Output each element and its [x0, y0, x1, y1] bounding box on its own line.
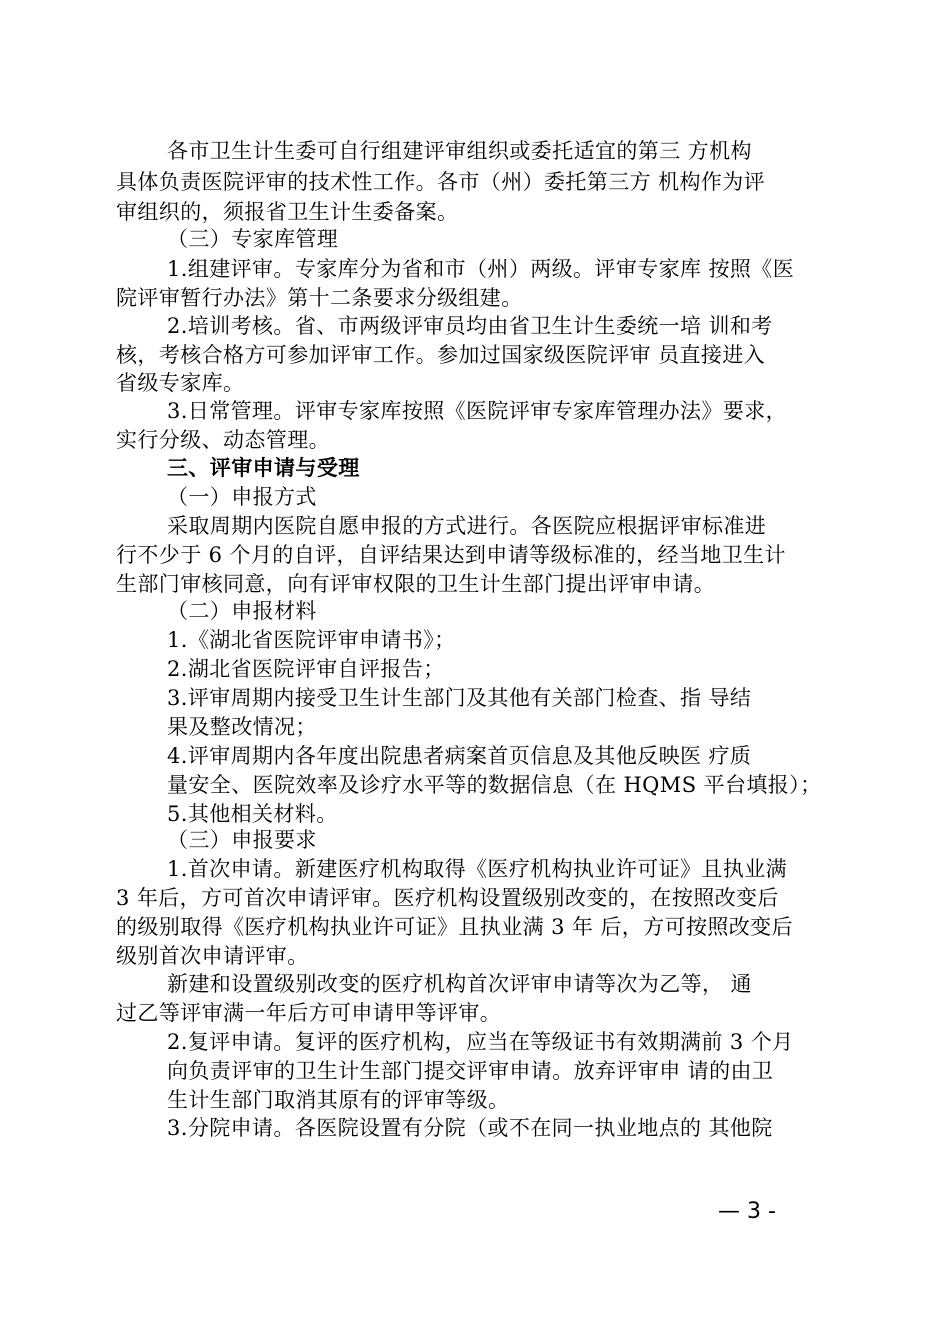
paragraph-line: 新建和设置级别改变的医疗机构首次评审申请等次为乙等， 通 — [167, 972, 752, 996]
section-subheading: （三）申报要求 — [167, 828, 317, 852]
list-item: 1.《湖北省医院评审申请书》； — [167, 628, 456, 652]
paragraph-line: 1.组建评审。专家库分为省和市（州）两级。评审专家库 按照《医 — [167, 257, 795, 281]
paragraph-line: 向负责评审的卫生计生部门提交评审申请。放弃评审申 请的由卫 — [167, 1059, 774, 1083]
section-subheading: （一）申报方式 — [167, 485, 317, 509]
paragraph-line: 核，考核合格方可参加评审工作。参加过国家级医院评审 员直接进入 — [116, 343, 766, 367]
paragraph-line: 1.首次申请。新建医疗机构取得《医疗机构执业许可证》且执业满 — [167, 857, 788, 881]
list-item: 果及整改情况； — [167, 715, 317, 739]
list-item: 4.评审周期内各年度出院患者病案首页信息及其他反映医 疗质 — [167, 744, 752, 768]
paragraph-line: 3.日常管理。评审专家库按照《医院评审专家库管理办法》要求， — [167, 399, 788, 423]
paragraph-line: 的级别取得《医疗机构执业许可证》且执业满 3 年 后，方可按照改变后 — [116, 915, 793, 939]
paragraph-line: 实行分级、动态管理。 — [116, 428, 330, 452]
paragraph-line: 2.复评申请。复评的医疗机构，应当在等级证书有效期满前 3 个月 — [167, 1030, 794, 1054]
paragraph-line: 3 年后，方可首次申请评审。医疗机构设置级别改变的，在按照改变后 — [116, 886, 779, 910]
list-item: 2.湖北省医院评审自评报告； — [167, 657, 445, 681]
paragraph-line: 具体负责医院评审的技术性工作。各市（州）委托第三方 机构作为评 — [116, 170, 766, 194]
paragraph-line: 院评审暂行办法》第十二条要求分级组建。 — [116, 286, 523, 310]
paragraph-line: 各市卫生计生委可自行组建评审组织或委托适宜的第三 方机构 — [167, 139, 752, 163]
section-heading: 三、评审申请与受理 — [167, 455, 360, 480]
paragraph-line: 省级专家库。 — [116, 371, 245, 395]
paragraph-line: 级别首次申请评审。 — [116, 944, 309, 968]
paragraph-line: 审组织的，须报省卫生计生委备案。 — [116, 200, 459, 224]
section-subheading: （二）申报材料 — [167, 599, 317, 623]
paragraph-line: 生计生部门取消其原有的评审等级。 — [167, 1088, 510, 1112]
page-number: — 3 - — [718, 1199, 776, 1224]
paragraph-line: 2.培训考核。省、市两级评审员均由省卫生计生委统一培 训和考 — [167, 314, 773, 338]
list-item: 3.评审周期内接受卫生计生部门及其他有关部门检查、指 导结 — [167, 686, 752, 710]
paragraph-line: 3.分院申请。各医院设置有分院（或不在同一执业地点的 其他院 — [167, 1116, 773, 1140]
paragraph-line: 采取周期内医院自愿申报的方式进行。各医院应根据评审标准进 — [167, 514, 767, 538]
list-item: 5.其他相关材料。 — [167, 802, 338, 826]
paragraph-line: 生部门审核同意，向有评审权限的卫生计生部门提出评审申请。 — [116, 572, 716, 596]
list-item: 量安全、医院效率及诊疗水平等的数据信息（在 HQMS 平台填报）； — [167, 773, 822, 797]
section-subheading: （三）专家库管理 — [167, 227, 339, 251]
paragraph-line: 过乙等评审满一年后方可申请甲等评审。 — [116, 1001, 502, 1025]
paragraph-line: 行不少于 6 个月的自评，自评结果达到申请等级标准的，经当地卫生计 — [116, 543, 786, 567]
